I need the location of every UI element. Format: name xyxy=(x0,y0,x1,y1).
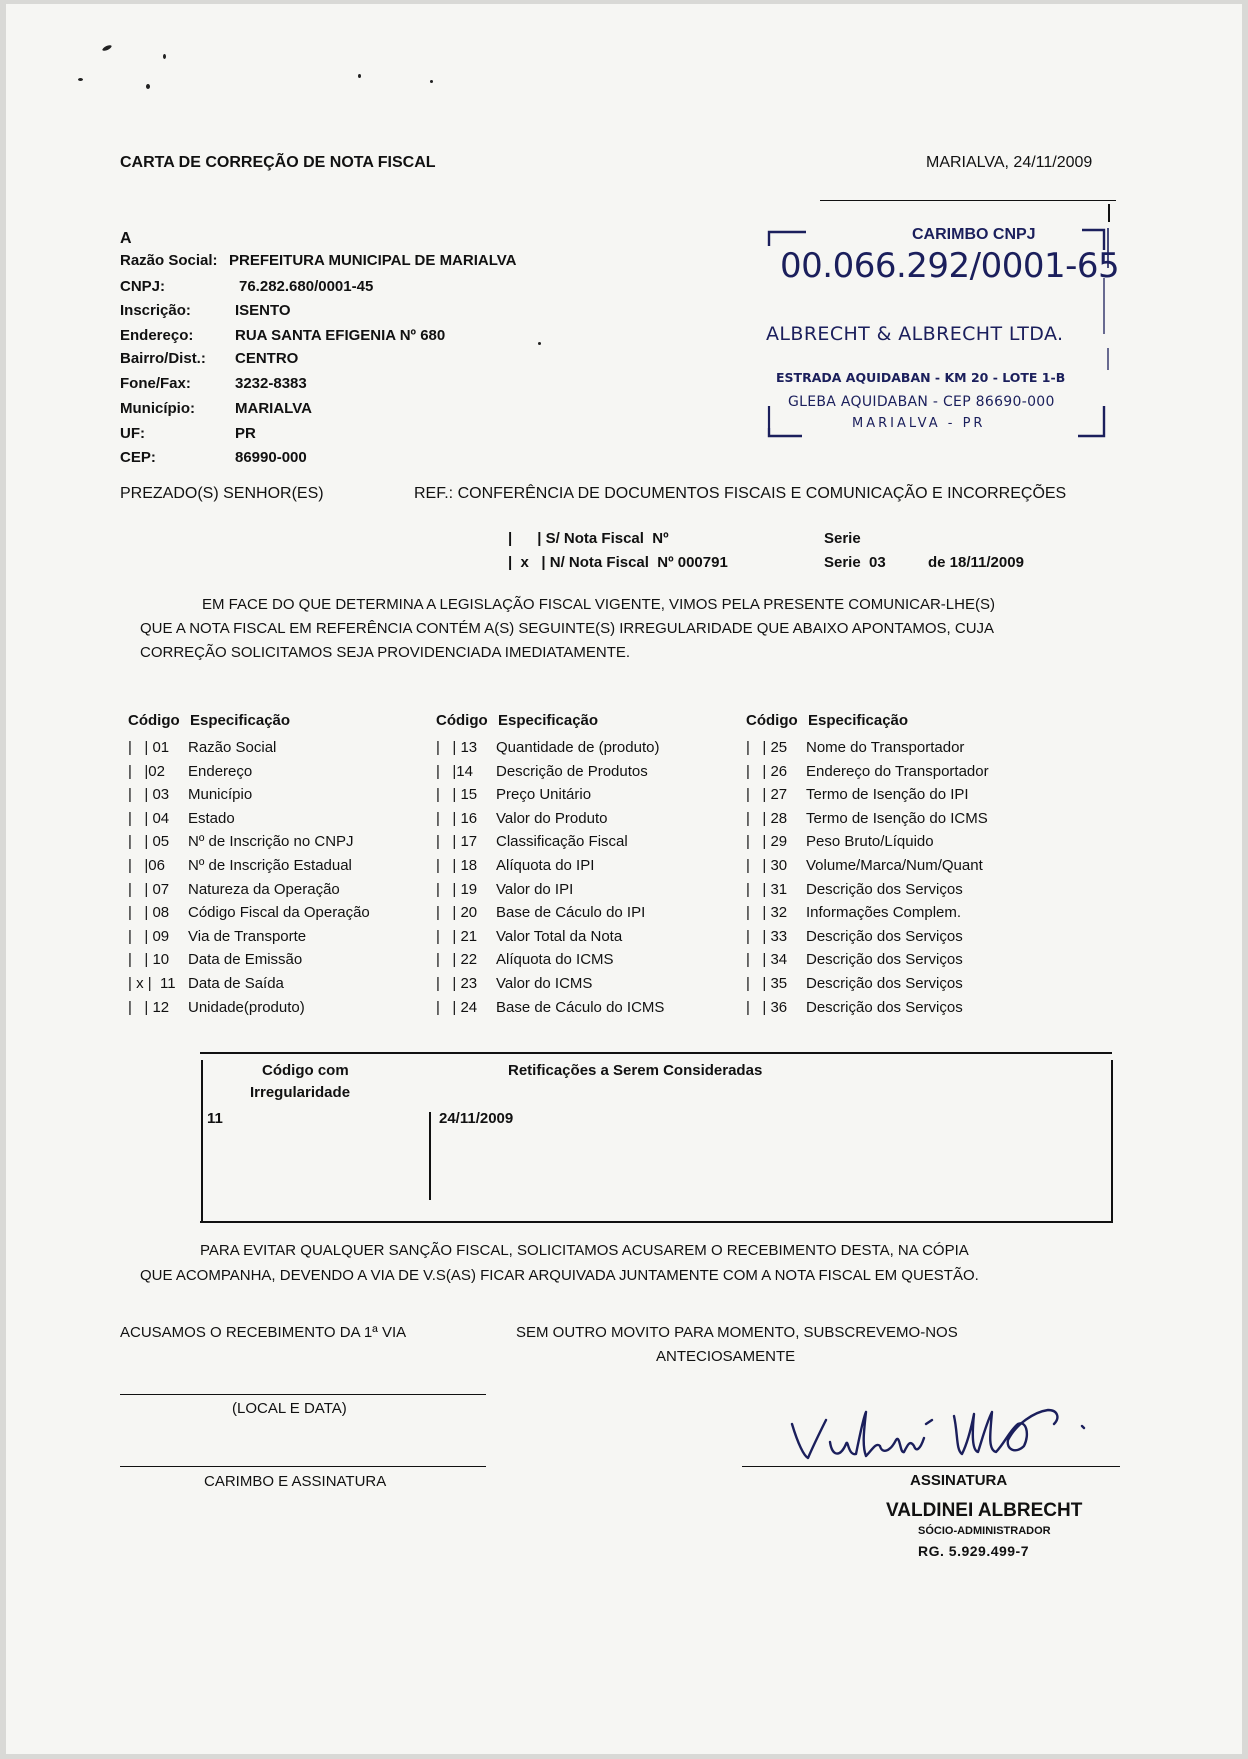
corrections-divider xyxy=(429,1112,431,1200)
field-label: Fone/Fax: xyxy=(120,375,191,392)
recipient-field-cep xyxy=(120,449,307,470)
spec-checkbox-code: | | 12 xyxy=(128,998,170,1016)
spec-checkbox-code: | | 16 xyxy=(436,809,478,827)
spec-item-name: Alíquota do IPI xyxy=(496,856,595,874)
field-value: PREFEITURA MUNICIPAL DE MARIALVA xyxy=(229,252,517,269)
correction-value: 24/11/2009 xyxy=(439,1110,514,1127)
spec-item-name: Data de Saída xyxy=(188,974,284,992)
spec-item xyxy=(436,925,664,949)
spec-header-codigo: Código xyxy=(436,712,488,729)
field-value: PR xyxy=(235,425,256,442)
corrections-left-border xyxy=(201,1060,203,1223)
spec-item-name: Classificação Fiscal xyxy=(496,833,628,851)
invoice-date: de 18/11/2009 xyxy=(928,554,1024,571)
spec-item xyxy=(746,948,989,972)
stamp-city: MARIALVA - PR xyxy=(852,416,986,431)
spec-item xyxy=(128,736,370,760)
spec-item xyxy=(436,736,664,760)
spec-item-name: Volume/Marca/Num/Quant xyxy=(806,856,983,874)
corrections-bottom-rule xyxy=(200,1221,1112,1223)
spec-item-name: Descrição dos Serviços xyxy=(806,974,963,992)
spec-item xyxy=(436,901,664,925)
spec-item-name: Descrição dos Serviços xyxy=(806,927,963,945)
field-value: CENTRO xyxy=(235,350,299,367)
spec-item xyxy=(128,830,370,854)
spec-header-codigo: Código xyxy=(746,712,798,729)
spec-item-name: Alíquota do ICMS xyxy=(496,951,614,969)
recipient-field-municipio xyxy=(120,400,312,421)
spec-checkbox-code: | | 27 xyxy=(746,786,788,804)
spec-item xyxy=(436,807,664,831)
spec-item-name: Quantidade de (produto) xyxy=(496,739,660,756)
spec-item xyxy=(128,760,370,784)
recipient-to: A xyxy=(120,230,132,247)
corrections-col2-header: Retificações a Serem Consideradas xyxy=(508,1062,763,1079)
spec-item xyxy=(436,948,664,972)
stamp-company: ALBRECHT & ALBRECHT LTDA. xyxy=(766,323,1064,345)
invoice-serie-label: Serie xyxy=(824,530,861,547)
spec-checkbox-code: | | 17 xyxy=(436,833,478,851)
spec-item xyxy=(128,925,370,949)
spec-item-name: Razão Social xyxy=(188,739,277,756)
spec-item-name: Valor Total da Nota xyxy=(496,927,623,945)
spec-item-name: Data de Emissão xyxy=(188,951,303,969)
spec-checkbox-code: | | 23 xyxy=(436,974,478,992)
spec-item xyxy=(746,830,989,854)
spec-header-codigo: Código xyxy=(128,712,180,729)
spec-checkbox-code: | | 18 xyxy=(436,856,478,874)
spec-checkbox-code: | | 21 xyxy=(436,927,478,945)
spec-item-name: Base de Cáculo do ICMS xyxy=(496,998,665,1016)
spec-column-1 xyxy=(128,712,370,1019)
spec-item-name: Nº de Inscrição Estadual xyxy=(188,856,352,874)
spec-item-name: Endereço xyxy=(188,762,253,780)
spec-checkbox-code: | | 15 xyxy=(436,786,478,804)
scan-speck xyxy=(358,74,361,78)
spec-checkbox-code: | | 04 xyxy=(128,809,170,827)
corrections-col1-header-2: Irregularidade xyxy=(250,1084,351,1101)
recipient-field-endereco xyxy=(120,327,445,348)
spec-item-name: Peso Bruto/Líquido xyxy=(806,833,934,851)
spec-item xyxy=(128,807,370,831)
spec-item-name: Descrição dos Serviços xyxy=(806,880,963,898)
reference-line: REF.: CONFERÊNCIA DE DOCUMENTOS FISCAIS E COMUNICAÇÃO E INCORREÇÕES xyxy=(414,485,1067,502)
spec-checkbox-code: | | 26 xyxy=(746,762,788,780)
spec-item xyxy=(128,854,370,878)
recipient-field-razao xyxy=(120,252,517,273)
spec-item-name: Informações Complem. xyxy=(806,904,962,922)
signer-name: VALDINEI ALBRECHT xyxy=(886,1500,1083,1521)
spec-item xyxy=(436,996,664,1020)
handwritten-signature xyxy=(786,1394,1126,1470)
spec-checkbox-code: | | 24 xyxy=(436,998,478,1016)
spec-item-name: Base de Cáculo do IPI xyxy=(496,904,646,922)
spec-item xyxy=(746,854,989,878)
signer-rg: RG. 5.929.499-7 xyxy=(918,1543,1030,1559)
spec-item xyxy=(128,972,370,996)
spec-item xyxy=(436,830,664,854)
spec-header xyxy=(746,712,989,736)
place-date: MARIALVA, 24/11/2009 xyxy=(926,154,1093,171)
spec-item xyxy=(436,878,664,902)
document-page xyxy=(6,4,1242,1754)
body-line-3: CORREÇÃO SOLICITAMOS SEJA PROVIDENCIADA IMEDIATAMENTE. xyxy=(140,644,631,661)
spec-item-name: Código Fiscal da Operação xyxy=(188,904,370,922)
field-value: RUA SANTA EFIGENIA Nº 680 xyxy=(235,327,446,344)
signature-label: ASSINATURA xyxy=(910,1472,1008,1489)
spec-item xyxy=(436,854,664,878)
field-value: 3232-8383 xyxy=(235,375,307,392)
field-label: Bairro/Dist.: xyxy=(120,350,206,367)
field-label: Município: xyxy=(120,400,195,417)
invoice-row-n: | x | N/ Nota Fiscal Nº 000791 xyxy=(508,554,728,571)
spec-item-name: Estado xyxy=(188,809,235,827)
correction-code: 11 xyxy=(207,1110,223,1127)
field-value: 86990-000 xyxy=(235,449,307,466)
spec-item xyxy=(746,972,989,996)
field-value: MARIALVA xyxy=(235,400,312,417)
spec-item-name: Descrição dos Serviços xyxy=(806,951,963,969)
stamp-address-line2: GLEBA AQUIDABAN - CEP 86690-000 xyxy=(788,394,1055,410)
spec-item-name: Endereço do Transportador xyxy=(806,762,989,780)
spec-checkbox-code: | | 01 xyxy=(128,739,170,756)
footer-line-2: QUE ACOMPANHA, DEVENDO A VIA DE V.S(AS) FICAR ARQUIVADA JUNTAMENTE COM A NOTA FISCAL EM QUESTÃO. xyxy=(140,1267,979,1284)
spec-column-2 xyxy=(436,712,664,1019)
spec-header xyxy=(436,712,664,736)
spec-item xyxy=(128,901,370,925)
spec-checkbox-code: | | 22 xyxy=(436,951,478,969)
field-label: UF: xyxy=(120,425,145,442)
recipient-field-uf xyxy=(120,425,256,446)
spec-checkbox-code: | | 29 xyxy=(746,833,788,851)
spec-item xyxy=(746,807,989,831)
spec-item-name: Valor do IPI xyxy=(496,880,574,898)
spec-checkbox-code: | | 19 xyxy=(436,880,478,898)
spec-checkbox-code: | | 10 xyxy=(128,951,170,969)
spec-item xyxy=(746,878,989,902)
spec-item xyxy=(746,760,989,784)
spec-checkbox-code: | |14 xyxy=(436,762,473,780)
recipient-field-cnpj xyxy=(120,278,373,299)
local-data-label: (LOCAL E DATA) xyxy=(232,1400,347,1417)
spec-header xyxy=(128,712,370,736)
receipt-right-line2: ANTECIOSAMENTE xyxy=(656,1348,796,1365)
spec-header-especificacao: Especificação xyxy=(808,712,909,729)
field-label: Endereço: xyxy=(120,327,194,344)
spec-checkbox-code: | | 34 xyxy=(746,951,788,969)
spec-item xyxy=(128,948,370,972)
carimbo-label: CARIMBO E ASSINATURA xyxy=(204,1473,387,1490)
stamp-address-line1: ESTRADA AQUIDABAN - KM 20 - LOTE 1-B xyxy=(776,370,1066,385)
scan-speck xyxy=(538,342,541,345)
spec-item xyxy=(746,736,989,760)
spec-item xyxy=(436,972,664,996)
spec-item xyxy=(746,925,989,949)
spec-checkbox-code: | | 31 xyxy=(746,880,788,898)
field-value: ISENTO xyxy=(235,302,291,319)
spec-checkbox-code: | | 32 xyxy=(746,904,788,922)
signature-line xyxy=(742,1466,1120,1467)
spec-checkbox-code: | | 03 xyxy=(128,786,170,804)
field-label: CNPJ: xyxy=(120,278,166,295)
spec-item xyxy=(746,783,989,807)
spec-item-name: Preço Unitário xyxy=(496,786,592,804)
recipient-field-fone xyxy=(120,375,307,396)
corrections-col1-header-1: Código com xyxy=(262,1062,349,1079)
receipt-left: ACUSAMOS O RECEBIMENTO DA 1ª VIA xyxy=(120,1324,407,1341)
scan-speck xyxy=(163,54,166,59)
spec-checkbox-code: | | 07 xyxy=(128,880,170,898)
spec-item-name: Valor do ICMS xyxy=(496,974,593,992)
spec-column-3 xyxy=(746,712,989,1019)
spec-checkbox-code: | | 05 xyxy=(128,833,170,851)
spec-checkbox-code: | | 13 xyxy=(436,739,478,756)
spec-checkbox-code: | | 35 xyxy=(746,974,788,992)
spec-checkbox-code: | | 08 xyxy=(128,904,170,922)
spec-item-name: Nº de Inscrição no CNPJ xyxy=(188,833,354,851)
body-line-1: EM FACE DO QUE DETERMINA A LEGISLAÇÃO FISCAL VIGENTE, VIMOS PELA PRESENTE COMUNICAR-LHE(S) xyxy=(202,596,995,613)
stamp-title: CARIMBO CNPJ xyxy=(912,226,1036,243)
scan-speck xyxy=(146,84,150,89)
spec-item-name: Termo de Isenção do IPI xyxy=(806,786,969,804)
invoice-row-s: | | S/ Nota Fiscal Nº xyxy=(508,530,669,547)
stamp-cnpj: 00.066.292/0001-65 xyxy=(780,246,1120,286)
carimbo-line xyxy=(120,1466,486,1467)
spec-item xyxy=(746,996,989,1020)
cnpj-stamp xyxy=(764,210,1126,440)
spec-checkbox-code: | | 25 xyxy=(746,739,788,756)
spec-item xyxy=(746,901,989,925)
spec-checkbox-code: | |06 xyxy=(128,856,165,874)
spec-item-name: Via de Transporte xyxy=(188,927,307,945)
spec-item xyxy=(436,783,664,807)
spec-checkbox-code: | | 36 xyxy=(746,998,788,1016)
spec-checkbox-code: | x | 11 xyxy=(128,974,176,992)
field-label: CEP: xyxy=(120,449,156,466)
spec-item-name: Valor do Produto xyxy=(496,809,608,827)
spec-item xyxy=(128,878,370,902)
spec-item-name: Termo de Isenção do ICMS xyxy=(806,809,988,827)
spec-item-name: Natureza da Operação xyxy=(188,880,340,898)
spec-checkbox-code: | | 30 xyxy=(746,856,788,874)
spec-header-especificacao: Especificação xyxy=(190,712,291,729)
footer-line-1: PARA EVITAR QUALQUER SANÇÃO FISCAL, SOLICITAMOS ACUSAREM O RECEBIMENTO DESTA, NA CÓPIA xyxy=(200,1242,969,1259)
corrections-right-border xyxy=(1111,1060,1113,1223)
spec-item-name: Descrição dos Serviços xyxy=(806,998,963,1016)
recipient-field-inscricao xyxy=(120,302,291,323)
spec-item xyxy=(128,783,370,807)
spec-item-name: Unidade(produto) xyxy=(188,998,305,1016)
field-value: 76.282.680/0001-45 xyxy=(239,278,374,295)
body-line-2: QUE A NOTA FISCAL EM REFERÊNCIA CONTÉM A(S) SEGUINTE(S) IRREGULARIDADE QUE ABAIXO APONTAMOS, CUJA xyxy=(140,620,995,637)
stamp-top-rule xyxy=(820,200,1116,201)
spec-item-name: Nome do Transportador xyxy=(806,739,965,756)
spec-item xyxy=(436,760,664,784)
spec-header-especificacao: Especificação xyxy=(498,712,599,729)
corrections-top-rule xyxy=(200,1052,1112,1054)
spec-checkbox-code: | | 20 xyxy=(436,904,478,922)
spec-item xyxy=(128,996,370,1020)
document-title: CARTA DE CORREÇÃO DE NOTA FISCAL xyxy=(120,154,436,171)
recipient-field-bairro xyxy=(120,350,298,371)
spec-item-name: Descrição de Produtos xyxy=(496,762,648,780)
spec-checkbox-code: | | 09 xyxy=(128,927,170,945)
field-label: Razão Social: xyxy=(120,252,218,269)
receipt-right-line1: SEM OUTRO MOVITO PARA MOMENTO, SUBSCREVEMO-NOS xyxy=(516,1324,958,1341)
salutation: PREZADO(S) SENHOR(ES) xyxy=(120,485,324,502)
spec-checkbox-code: | | 33 xyxy=(746,927,788,945)
scan-speck xyxy=(430,80,433,83)
signer-role: SÓCIO-ADMINISTRADOR xyxy=(918,1525,1051,1537)
spec-checkbox-code: | |02 xyxy=(128,762,165,780)
field-label: Inscrição: xyxy=(120,302,191,319)
scan-speck xyxy=(78,78,83,81)
invoice-serie: Serie 03 xyxy=(824,554,886,571)
local-data-line xyxy=(120,1394,486,1395)
scan-speck xyxy=(102,44,113,52)
spec-item-name: Município xyxy=(188,786,253,804)
spec-checkbox-code: | | 28 xyxy=(746,809,788,827)
